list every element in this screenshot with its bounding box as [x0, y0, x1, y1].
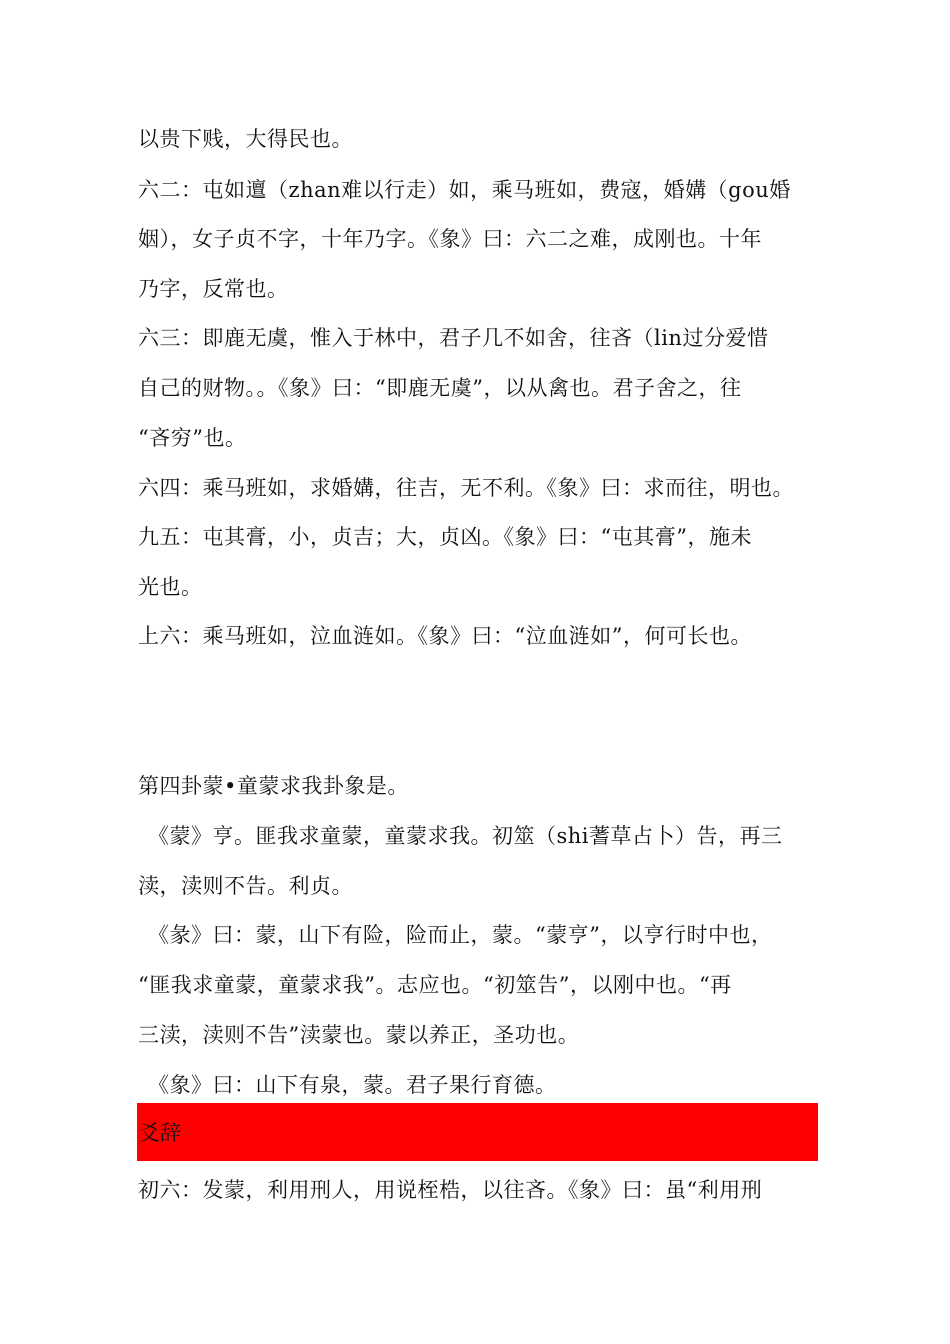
text-line: 九五：屯其膏，小，贞吉；大，贞凶。《象》曰：“屯其膏”，施未 — [138, 525, 752, 549]
text-line: 《彖》曰：蒙，山下有险，险而止，蒙。“蒙亨”，以亨行时中也， — [148, 923, 773, 947]
text-line: 姻），女子贞不字，十年乃字。《象》曰：六二之难，成刚也。十年 — [138, 227, 762, 251]
text-line: 六三：即鹿无虞，惟入于林中，君子几不如舍，往吝（lin过分爱惜 — [138, 326, 769, 350]
text-line: “吝穷”也。 — [138, 426, 247, 450]
section-heading: 第四卦蒙•童蒙求我卦象是。 — [138, 774, 409, 798]
highlight-banner — [137, 1103, 818, 1161]
text-line: 六二：屯如邅（zhan难以行走）如，乘马班如，费寇，婚媾（gou婚 — [138, 178, 791, 202]
text-line: 三渎，渎则不告”渎蒙也。蒙以养正，圣功也。 — [138, 1023, 580, 1047]
text-line: 乃字，反常也。 — [138, 277, 289, 301]
text-line: 《蒙》亨。匪我求童蒙，童蒙求我。初筮（shi蓍草占卜）告，再三 — [148, 824, 783, 848]
text-line: 自己的财物。。《象》曰：“即鹿无虞”，以从禽也。君子舍之，往 — [138, 376, 742, 400]
banner-label: 爻辞 — [139, 1121, 181, 1145]
text-line: 《象》曰：山下有泉，蒙。君子果行育德。 — [148, 1073, 557, 1097]
text-line: 渎，渎则不告。利贞。 — [138, 874, 353, 898]
text-line: 六四：乘马班如，求婚媾，往吉，无不利。《象》曰：求而往，明也。 — [138, 476, 794, 500]
text-line: 以贵下贱，大得民也。 — [138, 127, 353, 151]
text-line: 光也。 — [138, 575, 203, 599]
text-line: “匪我求童蒙，童蒙求我”。志应也。“初筮告”，以刚中也。“再 — [138, 973, 732, 997]
text-line: 上六：乘马班如，泣血涟如。《象》曰：“泣血涟如”，何可长也。 — [138, 624, 752, 648]
text-line: 初六：发蒙，利用刑人，用说桎梏，以往吝。《象》曰：虽“利用刑 — [138, 1178, 763, 1202]
